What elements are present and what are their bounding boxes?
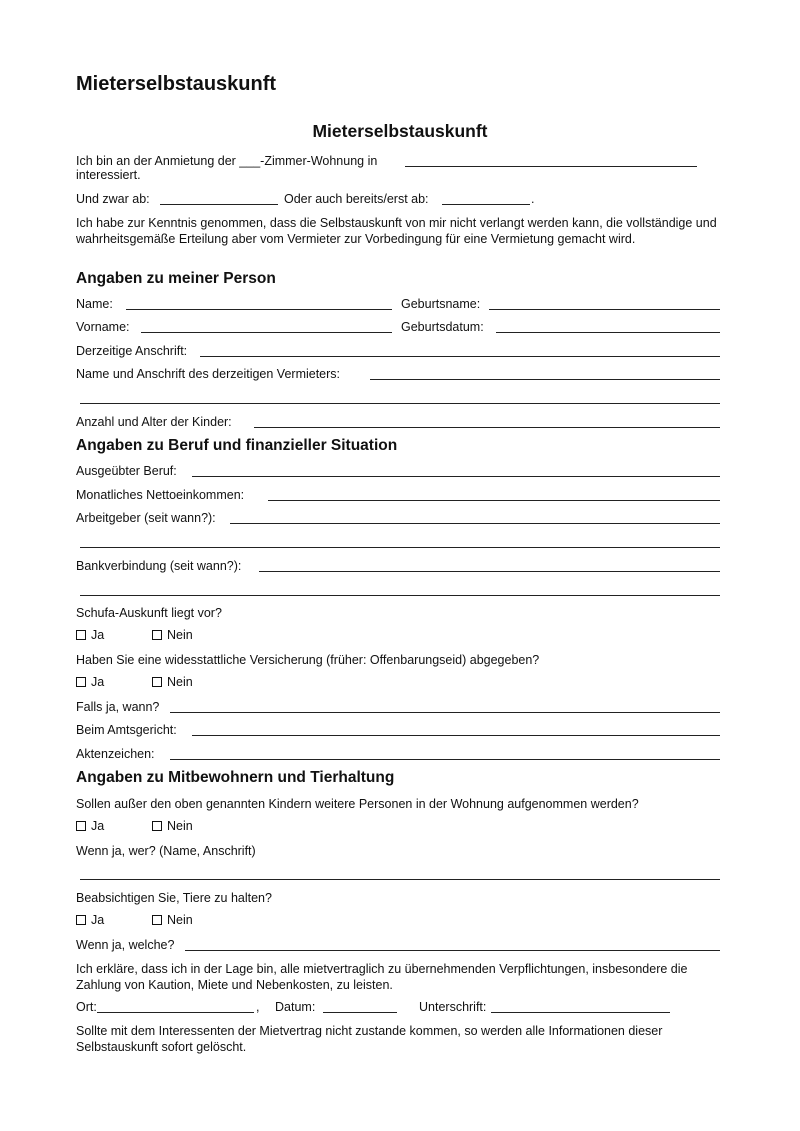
profession-field[interactable] bbox=[192, 476, 720, 477]
pets-no-option[interactable]: Nein bbox=[152, 913, 193, 927]
who-field[interactable] bbox=[80, 879, 720, 880]
name-field[interactable] bbox=[126, 309, 392, 310]
which-pets-label: Wenn ja, welche? bbox=[76, 938, 175, 952]
date-field[interactable] bbox=[323, 1012, 397, 1013]
income-field[interactable] bbox=[268, 500, 720, 501]
place-field[interactable] bbox=[97, 1012, 254, 1013]
profession-label: Ausgeübter Beruf: bbox=[76, 464, 177, 478]
persons-question: Sollen außer den oben genannten Kindern weitere Personen in der Wohnung aufgenommen werden? bbox=[76, 797, 639, 811]
children-label: Anzahl und Alter der Kinder: bbox=[76, 415, 232, 429]
birth-name-field[interactable] bbox=[489, 309, 720, 310]
place-comma: , bbox=[256, 1000, 260, 1014]
intro-line-1-end: interessiert. bbox=[76, 168, 141, 182]
court-label: Beim Amtsgericht: bbox=[76, 723, 177, 737]
checkbox-icon[interactable] bbox=[76, 915, 86, 925]
birth-name-label: Geburtsname: bbox=[401, 297, 481, 311]
employer-field-line-2[interactable] bbox=[80, 547, 720, 548]
affidavit-yes-option[interactable]: Ja bbox=[76, 675, 104, 689]
persons-no-option[interactable]: Nein bbox=[152, 819, 193, 833]
section-heading-person: Angaben zu meiner Person bbox=[76, 270, 276, 287]
file-number-label: Aktenzeichen: bbox=[76, 747, 155, 761]
name-label: Name: bbox=[76, 297, 113, 311]
bank-field[interactable] bbox=[259, 571, 720, 572]
section-heading-job: Angaben zu Beruf und finanzieller Situation bbox=[76, 437, 398, 454]
section-heading-cohabitants: Angaben zu Mitbewohnern und Tierhaltung bbox=[76, 769, 395, 786]
checkbox-icon[interactable] bbox=[76, 821, 86, 831]
bank-field-line-2[interactable] bbox=[80, 595, 720, 596]
checkbox-icon[interactable] bbox=[76, 630, 86, 640]
notice-paragraph: Ich habe zur Kenntnis genommen, dass die Selbstauskunft von mir nicht verlangt werden kann, die vollständige und wahrheitsgemäße Erteilung aber vom Vermieter zur Vorbedingung für eine Vermietung gemacht wird. bbox=[76, 216, 717, 246]
form-title: Mieterselbstauskunft bbox=[312, 121, 488, 141]
which-pets-field[interactable] bbox=[185, 950, 720, 951]
alt-date-label: Oder auch bereits/erst ab: bbox=[284, 192, 429, 206]
checkbox-icon[interactable] bbox=[152, 821, 162, 831]
apartment-location-field[interactable] bbox=[405, 166, 697, 167]
bank-label: Bankverbindung (seit wann?): bbox=[76, 559, 242, 573]
footer-paragraph: Sollte mit dem Interessenten der Mietvertrag nicht zustande kommen, so werden alle Informationen dieser Selbstauskunft sofort gelöscht. bbox=[76, 1024, 663, 1054]
landlord-field-line-2[interactable] bbox=[80, 403, 720, 404]
file-number-field[interactable] bbox=[170, 759, 720, 760]
checkbox-icon[interactable] bbox=[152, 677, 162, 687]
employer-label: Arbeitgeber (seit wann?): bbox=[76, 511, 216, 525]
schufa-yes-option[interactable]: Ja bbox=[76, 628, 104, 642]
address-field[interactable] bbox=[200, 356, 720, 357]
when-label: Falls ja, wann? bbox=[76, 700, 160, 714]
document-title: Mieterselbstauskunft bbox=[76, 73, 277, 95]
who-label: Wenn ja, wer? (Name, Anschrift) bbox=[76, 844, 256, 858]
date-label: Datum: bbox=[275, 1000, 316, 1014]
first-name-field[interactable] bbox=[141, 332, 392, 333]
schufa-question: Schufa-Auskunft liegt vor? bbox=[76, 606, 222, 620]
place-label: Ort: bbox=[76, 1000, 97, 1014]
checkbox-icon[interactable] bbox=[152, 915, 162, 925]
affidavit-question: Haben Sie eine widesstattliche Versicherung (früher: Offenbarungseid) abgegeben? bbox=[76, 653, 540, 667]
employer-field[interactable] bbox=[230, 523, 720, 524]
landlord-label: Name und Anschrift des derzeitigen Vermieters: bbox=[76, 367, 341, 381]
signature-field[interactable] bbox=[491, 1012, 670, 1013]
alt-date-field[interactable] bbox=[442, 204, 530, 205]
persons-yes-option[interactable]: Ja bbox=[76, 819, 104, 833]
affidavit-no-option[interactable]: Nein bbox=[152, 675, 193, 689]
birth-date-label: Geburtsdatum: bbox=[401, 320, 484, 334]
when-field[interactable] bbox=[170, 712, 720, 713]
court-field[interactable] bbox=[192, 735, 720, 736]
address-label: Derzeitige Anschrift: bbox=[76, 344, 188, 358]
declaration-paragraph: Ich erkläre, dass ich in der Lage bin, alle mietvertraglich zu übernehmenden Verpflichtungen, insbesondere die Zahlung von Kaution, Miete und Nebenkosten, zu leisten. bbox=[76, 962, 688, 992]
income-label: Monatliches Nettoeinkommen: bbox=[76, 488, 245, 502]
period: . bbox=[531, 192, 535, 206]
from-date-field[interactable] bbox=[160, 204, 278, 205]
schufa-no-option[interactable]: Nein bbox=[152, 628, 193, 642]
checkbox-icon[interactable] bbox=[76, 677, 86, 687]
first-name-label: Vorname: bbox=[76, 320, 130, 334]
checkbox-icon[interactable] bbox=[152, 630, 162, 640]
signature-label: Unterschrift: bbox=[419, 1000, 487, 1014]
from-date-label: Und zwar ab: bbox=[76, 192, 150, 206]
landlord-field[interactable] bbox=[370, 379, 720, 380]
children-field[interactable] bbox=[254, 427, 720, 428]
intro-line-1: Ich bin an der Anmietung der ___-Zimmer-Wohnung in bbox=[76, 154, 378, 168]
birth-date-field[interactable] bbox=[496, 332, 720, 333]
pets-yes-option[interactable]: Ja bbox=[76, 913, 104, 927]
pets-question: Beabsichtigen Sie, Tiere zu halten? bbox=[76, 891, 272, 905]
